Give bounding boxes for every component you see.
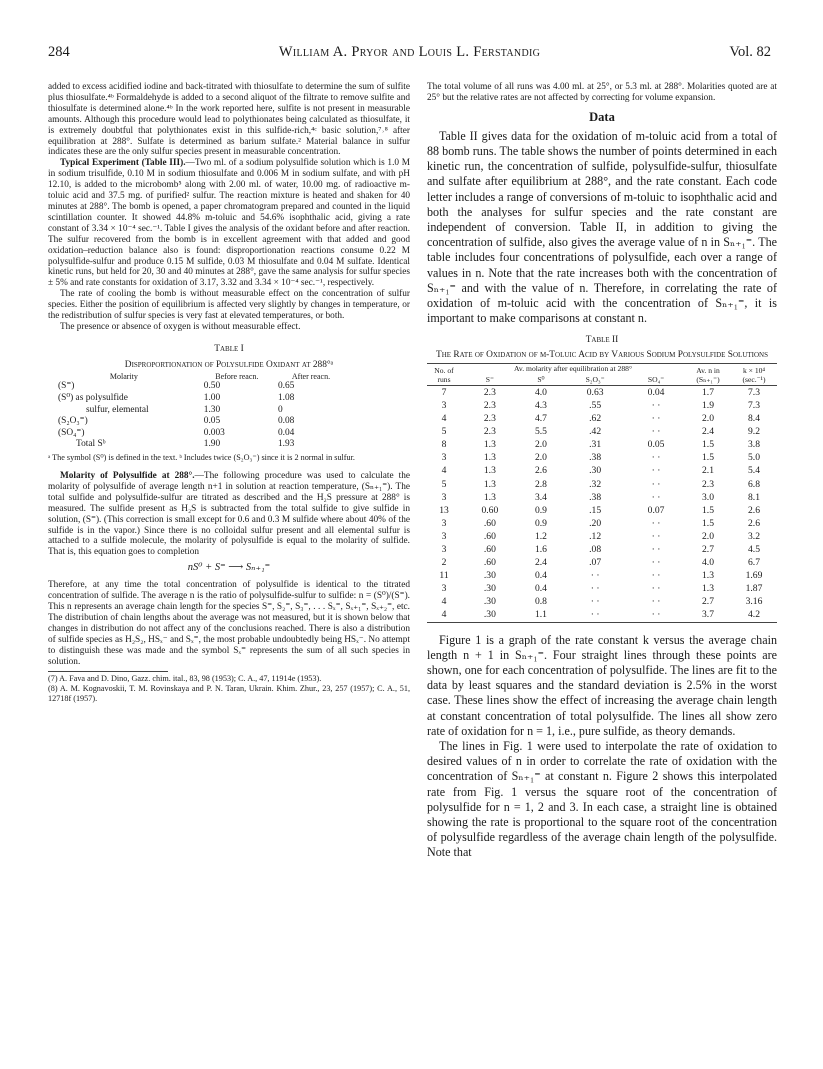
- table-cell-s2o3: .12: [589, 530, 602, 542]
- table-cell-s0: 1.2: [534, 530, 547, 542]
- table-cell-k: 5.4: [748, 465, 760, 477]
- table-cell-s2o3: .15: [589, 504, 602, 516]
- table-cell-s2o3: .32: [589, 478, 602, 490]
- table-cell-k: 7.3: [748, 399, 760, 411]
- table-cell-s0: 0.4: [534, 583, 547, 595]
- table-row: (S⁰) as polysulfide 1.00 1.08: [58, 393, 295, 404]
- table-cell-s0: 0.8: [534, 596, 547, 608]
- table-1: [48, 343, 410, 463]
- table-cell-k: 3.16: [745, 596, 763, 608]
- table-cell-s: .60: [483, 530, 496, 542]
- table-row: (SO₄⁼) 0.003 0.04: [58, 427, 295, 438]
- column-header: No. of runs: [427, 364, 461, 385]
- table-cell-so4: · ·: [651, 465, 661, 477]
- table-cell-runs: 3: [441, 543, 447, 555]
- table-cell-k: 2.6: [748, 517, 760, 529]
- table-row: [427, 385, 777, 399]
- footnote-8: (8) A. M. Kognavoskii, T. M. Rovinskaya and P. N. Taran, Ukrain. Khim. Zhur., 23, 257 (1957); C. A., 51, 12718f (1957).: [48, 684, 410, 704]
- table-footnote: ᵃ The symbol (S⁰) is defined in the text. ᵇ Includes twice (S₂O₃⁼) since it is 2 normal in sulfur.: [48, 453, 355, 462]
- table-cell-k: 7.3: [748, 386, 760, 398]
- column-header: Molarity: [109, 371, 138, 381]
- equation: nS⁰ + S⁼ ⟶ Sₙ₊₁⁼: [187, 562, 271, 574]
- table-row: [427, 464, 777, 477]
- table-cell-s: 1.3: [483, 491, 496, 503]
- table-cell-s0: 2.0: [534, 452, 547, 464]
- table-cell-s2o3: 0.63: [586, 386, 604, 398]
- column-header: S₂O₃⁼: [563, 375, 627, 386]
- table-cell-s0: 1.6: [534, 543, 547, 555]
- table-cell-s0: 4.7: [534, 413, 547, 425]
- table-row: [427, 425, 777, 438]
- table-cell-n: 1.9: [702, 399, 714, 411]
- table-cell-s: 2.3: [483, 399, 496, 411]
- table-cell-so4: · ·: [651, 426, 661, 438]
- table-row: [427, 438, 777, 451]
- table-cell-n: 1.5: [702, 439, 714, 451]
- table-body: [427, 385, 777, 622]
- paragraph: added to excess acidified iodine and back-titrated with thiosulfate to determine the sum of sulfite plus thiosulfate.⁴ᵇ Formaldehyde is added to a second aliquot of the filtrate to remove sulfite and thiosulfate is determined alone.⁴ᵇ In the work reported here, sulfite is not present in measurable amounts. Although this procedure would lead to polythionates being calculated as thiosulfate, it is extremely doubtful that polythionates exist in this sulfide-rich,⁴ᶜ basic solution,⁷˒⁸ after equilibration at 288°. Sulfate is determined as barium sulfate.² Material balance in sulfur indicates these are the only sulfur species present in measurable concentration.: [48, 82, 410, 158]
- paragraph: Therefore, at any time the total concentration of polysulfide is identical to the titrated concentration of sulfide. The average n is the ratio of polysulfide-sulfur to sulfide: n = (S⁰)/(S⁼). This n represents an average chain length for the species S⁼, S₂⁼, S₃⁼, . . . Sₓ⁼, Sₓ₊₁⁼, Sₓ₊₂⁼, etc. The distribution of chain lengths about the average was not measured, but it is shown below that changes in distribution do not affect any of the conclusions reached. There is also a distribution of sulfide species as H₂S₂, HSₓ⁻ and Sₓ⁼, the most probable undoubtedly being HSₓ⁻. No attempt to distinguish these was made and the symbol Sₓ⁼ represents the sum of all such species in solution.: [48, 580, 410, 667]
- table-row: [427, 504, 777, 517]
- table-cell-k: 6.8: [748, 478, 760, 490]
- run-in-heading: Typical Experiment (Table III).: [60, 158, 186, 169]
- table-cell-so4: · ·: [651, 530, 661, 542]
- left-column: [48, 82, 410, 1042]
- table-cell-s2o3: .08: [589, 543, 602, 555]
- table-cell-k: 5.0: [748, 452, 760, 464]
- table-cell-k: 3.2: [748, 530, 760, 542]
- table-label: Table I: [214, 343, 244, 354]
- table-cell-runs: 11: [439, 570, 449, 582]
- table-cell-n: 2.7: [702, 596, 714, 608]
- table-cell-n: 2.4: [702, 426, 714, 438]
- table-row: Total Sᵇ 1.90 1.93: [76, 439, 295, 450]
- table-cell-n: 1.5: [702, 452, 714, 464]
- table-cell-s2o3: .62: [589, 413, 602, 425]
- table-cell-s0: 0.4: [534, 570, 547, 582]
- table-cell-s: 2.3: [483, 426, 496, 438]
- table-row: [427, 582, 777, 595]
- table-cell-so4: · ·: [651, 583, 661, 595]
- table-cell-s0: 0.9: [534, 517, 547, 529]
- table-cell-s0: 5.5: [534, 426, 547, 438]
- table-cell-s0: 1.1: [519, 608, 563, 622]
- table-title: Disproportionation of Polysulfide Oxidant at 288°ᵃ: [124, 359, 334, 370]
- table-row: [427, 543, 777, 556]
- table-cell-k: 9.2: [748, 426, 760, 438]
- table-cell-runs: 3: [441, 452, 447, 464]
- table-row: sulfur, elemental 1.30 0: [86, 404, 283, 415]
- paragraph: The total volume of all runs was 4.00 ml. at 25°, or 5.3 ml. at 288°. Molarities quoted are at 25° but the relative rates are not affected by correcting for volume expansion.: [427, 82, 777, 103]
- column-header: Av. molarity after equilibration at 288°: [461, 364, 685, 375]
- table-cell-k: 1.69: [745, 570, 763, 582]
- table-cell-s: .30: [483, 570, 496, 582]
- table-cell-s: .60: [483, 517, 496, 529]
- table-cell-n: 1.5: [702, 517, 714, 529]
- table-cell-s: 0.60: [481, 504, 499, 516]
- table-cell-k: 8.4: [748, 413, 760, 425]
- table-cell-runs: 7: [441, 386, 447, 398]
- column-header: k × 10⁴ (sec.⁻¹): [731, 364, 777, 385]
- table-cell-runs: 5: [441, 478, 447, 490]
- table-cell-k: 3.8: [748, 439, 760, 451]
- paragraph: The presence or absence of oxygen is without measurable effect.: [60, 321, 301, 332]
- table-cell-s2o3: .31: [589, 439, 602, 451]
- paragraph: Figure 1 is a graph of the rate constant k versus the average chain length n + 1 in Sₙ₊₁⁼. Four straight lines through these points are shown, one for each concentration of polysulfide. The lines are fit to the data by least squares and the standard deviation is 2.5% in the worst case. These lines show the effect of increasing the average chain length at constant concentration of total polysulfide. The lines all show zero rate of oxidation for n = 1, i.e., pure sulfide, as theory demands.: [427, 632, 777, 738]
- table-cell-s2o3: .20: [589, 517, 602, 529]
- table-cell-s: 1.3: [483, 478, 496, 490]
- footnote-rule: [48, 671, 168, 672]
- table-cell-so4: · ·: [651, 517, 661, 529]
- table-cell-runs: 8: [441, 439, 447, 451]
- table-cell-k: 4.2: [731, 608, 777, 622]
- table-cell-s: 2.3: [483, 413, 496, 425]
- table-cell-k: 6.7: [748, 557, 760, 569]
- table-cell-s: .30: [483, 596, 496, 608]
- table-cell-n: 1.7: [702, 386, 714, 398]
- table: [48, 373, 348, 451]
- table-cell-s0: 4.3: [534, 399, 547, 411]
- right-column: [427, 82, 777, 1042]
- table-cell-n: 2.0: [702, 413, 714, 425]
- table-cell-s: .60: [483, 543, 496, 555]
- table-cell-runs: 3: [441, 530, 447, 542]
- volume-label: Vol. 82: [729, 44, 771, 60]
- column-header: After reacn.: [291, 371, 331, 381]
- table-cell-runs: 4: [441, 596, 447, 608]
- table-cell-so4: · ·: [651, 452, 661, 464]
- table-cell-k: 1.87: [745, 583, 763, 595]
- paragraph: [48, 158, 410, 289]
- paragraph-text: —Two ml. of a sodium polysulfide solution which is 1.0 M in sodium trisulfide, 0.10 M in sodium thiosulfate and 0.006 M in sodium sulfate, and with pH 12.10, is added to the microbomb⁵ along with 2.00 ml. of water, 10.00 mg. of radioactive m-toluic acid and 37.5 mg. of purified² sulfur. The reaction mixture is heated and shaken for 40 minutes at 288°. The bomb is opened, a paper chromatogram prepared and counted in the liquid scintillation counter. It showed 44.8% m-toluic and 54.6% isophthalic acid, giving a rate constant of 3.34 × 10⁻⁴ sec.⁻¹. Table I gives the analysis of the oxidant before and after reaction. The sulfur recovered from the bomb is in excellent agreement with that added and good oxidation–reduction balance also is found: disproportionation reactions consume 0.22 M polysulfide-sulfur and produce 0.15 M sulfide, 0.03 M thiosulfate and 0.04 M sulfate. Identical kinetic runs, but held for 20, 30 and 40 minutes at 288°, gave the same analysis for sulfur species ± 5% and rate constants for oxidation of 3.17, 3.32 and 3.34 × 10⁻⁴ sec.⁻¹, respectively.: [48, 158, 410, 289]
- table: [427, 363, 777, 622]
- table-cell-s2o3: .42: [589, 426, 602, 438]
- table-cell-s0: 4.0: [534, 386, 547, 398]
- table-cell-n: 2.7: [702, 543, 714, 555]
- table-cell-s2o3: .07: [589, 557, 602, 569]
- table-cell-so4: · ·: [651, 491, 661, 503]
- table-cell-so4: 0.07: [647, 504, 665, 516]
- table-cell-s2o3: · ·: [590, 583, 600, 595]
- table-cell-k: 8.1: [748, 491, 760, 503]
- table-cell-s2o3: · ·: [590, 570, 600, 582]
- paragraph: [48, 471, 410, 558]
- paragraph: Table II gives data for the oxidation of m-toluic acid from a total of 88 bomb runs. The table shows the number of points determined in each kinetic run, the concentration of sulfide, polysulfide-sulfur, thiosulfate and sulfate after equilibrium at 288°, and the rate constant. Each code letter includes a range of conversions of m-toluic to isophthalic acid and both the analyses for sulfur species and the rate constant are independent of conversion. Table II, in addition to giving the concentration of sulfide, also gives the average value of n in Sₙ₊₁⁼. The table includes four concentrations of polysulfide, each over a range of values in n. Note that the rate increases both with the concentration of Sₙ₊₁⁼ and with the value of n. Therefore, in correlating the rate of oxidation of m-toluic acid with the concentration of Sₙ₊₁⁼, it is important to make comparisons at constant n.: [427, 128, 777, 326]
- table-row: [427, 556, 777, 569]
- section-heading: Data: [589, 109, 615, 124]
- table-cell-so4: · ·: [651, 557, 661, 569]
- table-cell-runs: 4: [427, 608, 461, 622]
- table-cell-s0: 2.0: [534, 439, 547, 451]
- table-cell-runs: 3: [441, 517, 447, 529]
- column-header: S⁼: [461, 375, 519, 386]
- table-cell-k: 4.5: [748, 543, 760, 555]
- table-cell-s2o3: .55: [589, 399, 602, 411]
- table-cell-n: 1.3: [702, 570, 714, 582]
- table-cell-s2o3: .38: [589, 491, 602, 503]
- table-row: [427, 491, 777, 504]
- page-header: [48, 44, 771, 64]
- table-cell-s2o3: .30: [589, 465, 602, 477]
- run-in-heading: Molarity of Polysulfide at 288°.: [60, 471, 195, 481]
- table-cell-s0: 2.8: [534, 478, 547, 490]
- table-row: (S⁼) 0.50 0.65: [58, 381, 295, 392]
- table-cell-n: 2.3: [702, 478, 714, 490]
- table-cell-s0: 2.4: [534, 557, 547, 569]
- table-cell-n: 2.1: [702, 465, 714, 477]
- table-row: [427, 608, 777, 622]
- table-cell-s2o3: .38: [589, 452, 602, 464]
- table-row: [427, 530, 777, 543]
- table-cell-s: .30: [461, 608, 519, 622]
- table-cell-runs: 3: [441, 399, 447, 411]
- table-cell-n: 3.0: [702, 491, 714, 503]
- table-cell-so4: · ·: [651, 543, 661, 555]
- table-cell-runs: 2: [441, 557, 447, 569]
- table-title: The Rate of Oxidation of m-Toluic Acid by Various Sodium Polysulfide Solutions: [435, 350, 768, 361]
- table-cell-s: .60: [483, 557, 496, 569]
- table-row: [427, 451, 777, 464]
- column-header: SO₄⁼: [627, 375, 685, 386]
- table-cell-n: 2.0: [702, 530, 714, 542]
- table-row: [427, 478, 777, 491]
- table-cell-k: 2.6: [748, 504, 760, 516]
- table-cell-so4: · ·: [651, 478, 661, 490]
- table-cell-s2o3: · ·: [590, 596, 600, 608]
- table-cell-so4: · ·: [651, 413, 661, 425]
- table-cell-s0: 0.9: [534, 504, 547, 516]
- table-cell-s: 1.3: [483, 465, 496, 477]
- table-cell-runs: 4: [441, 413, 447, 425]
- table-cell-runs: 5: [441, 426, 447, 438]
- column-header: Av. n in (Sₙ₊₁⁼): [685, 364, 731, 385]
- column-header: S⁰: [519, 375, 563, 386]
- column-header: Before reacn.: [215, 371, 259, 381]
- table-row: [427, 399, 777, 412]
- table-row: [427, 595, 777, 608]
- table-cell-s: 1.3: [483, 452, 496, 464]
- table-cell-n: 1.5: [702, 504, 714, 516]
- table-cell-so4: · ·: [627, 608, 685, 622]
- table-cell-runs: 3: [441, 491, 447, 503]
- table-cell-s0: 3.4: [534, 491, 547, 503]
- running-head: William A. Pryor and Louis L. Ferstandig: [278, 44, 541, 60]
- table-2: [427, 334, 777, 622]
- table-row: [427, 412, 777, 425]
- table-cell-runs: 4: [441, 465, 447, 477]
- table-cell-n: 4.0: [702, 557, 714, 569]
- table-cell-s2o3: · ·: [563, 608, 627, 622]
- paragraph-text: —The following procedure was used to calculate the molarity of polysulfide of average length n+1 in solution at reaction temperature, (Sₙ₊₁⁼). The total sulfide and polysulfide-sulfur are titrated as described and the H₂S pressure at 288° is measured. The sulfide present as H₂S is subtracted from the total sulfide to give sulfide in solution, (S⁼). (This correction is small except for 0.6 and 0.3 M sulfide where about 40% of the sulfide is in the vapor.) Since there is no colloidal sulfur present and all elemental sulfur is attached to a sulfide molecule, the molarity of polysulfide is equal to the molarity of sulfide. That is, this equation goes to completion: [48, 471, 410, 558]
- table-cell-runs: 13: [439, 504, 449, 516]
- table-cell-n: 1.3: [702, 583, 714, 595]
- table-cell-so4: 0.05: [647, 439, 665, 451]
- table-cell-s: 2.3: [483, 386, 496, 398]
- page-number: 284: [48, 44, 70, 60]
- table-row: [427, 569, 777, 582]
- table-cell-s0: 2.6: [534, 465, 547, 477]
- table-cell-s: 1.3: [483, 439, 496, 451]
- table-row: [427, 517, 777, 530]
- table-label: Table II: [585, 335, 619, 346]
- table-cell-s: .30: [483, 583, 496, 595]
- table-row: (S₂O₃⁼) 0.05 0.08: [58, 416, 295, 427]
- table-cell-so4: · ·: [651, 399, 661, 411]
- table-cell-so4: · ·: [651, 596, 661, 608]
- table-cell-n: 3.7: [685, 608, 731, 622]
- footnote-7: (7) A. Fava and D. Dino, Gazz. chim. ital., 83, 98 (1953); C. A., 47, 11914e (1953).: [48, 674, 322, 684]
- paragraph: The rate of cooling the bomb is without measurable effect on the concentration of sulfur species. Either the position of equilibrium is affected very slightly by changes in temperature, or the redistribution of sulfur species is very fast at elevated temperatures, or both.: [48, 289, 410, 322]
- table-cell-runs: 3: [441, 583, 447, 595]
- table-cell-so4: 0.04: [647, 386, 665, 398]
- paragraph: The lines in Fig. 1 were used to interpolate the rate of oxidation to desired values of n in order to correlate the rate of oxidation with the concentration of Sₙ₊₁⁼ at constant n. Figure 2 shows this interpolated rate from Fig. 1 versus the square root of the concentration of polysulfide for n = 1, 2 and 3. In each case, a straight line is obtained showing the rate is proportional to the square root of the concentration of polysulfide regardless of the average chain length of the polysulfide. Note that: [427, 738, 777, 860]
- table-cell-so4: · ·: [651, 570, 661, 582]
